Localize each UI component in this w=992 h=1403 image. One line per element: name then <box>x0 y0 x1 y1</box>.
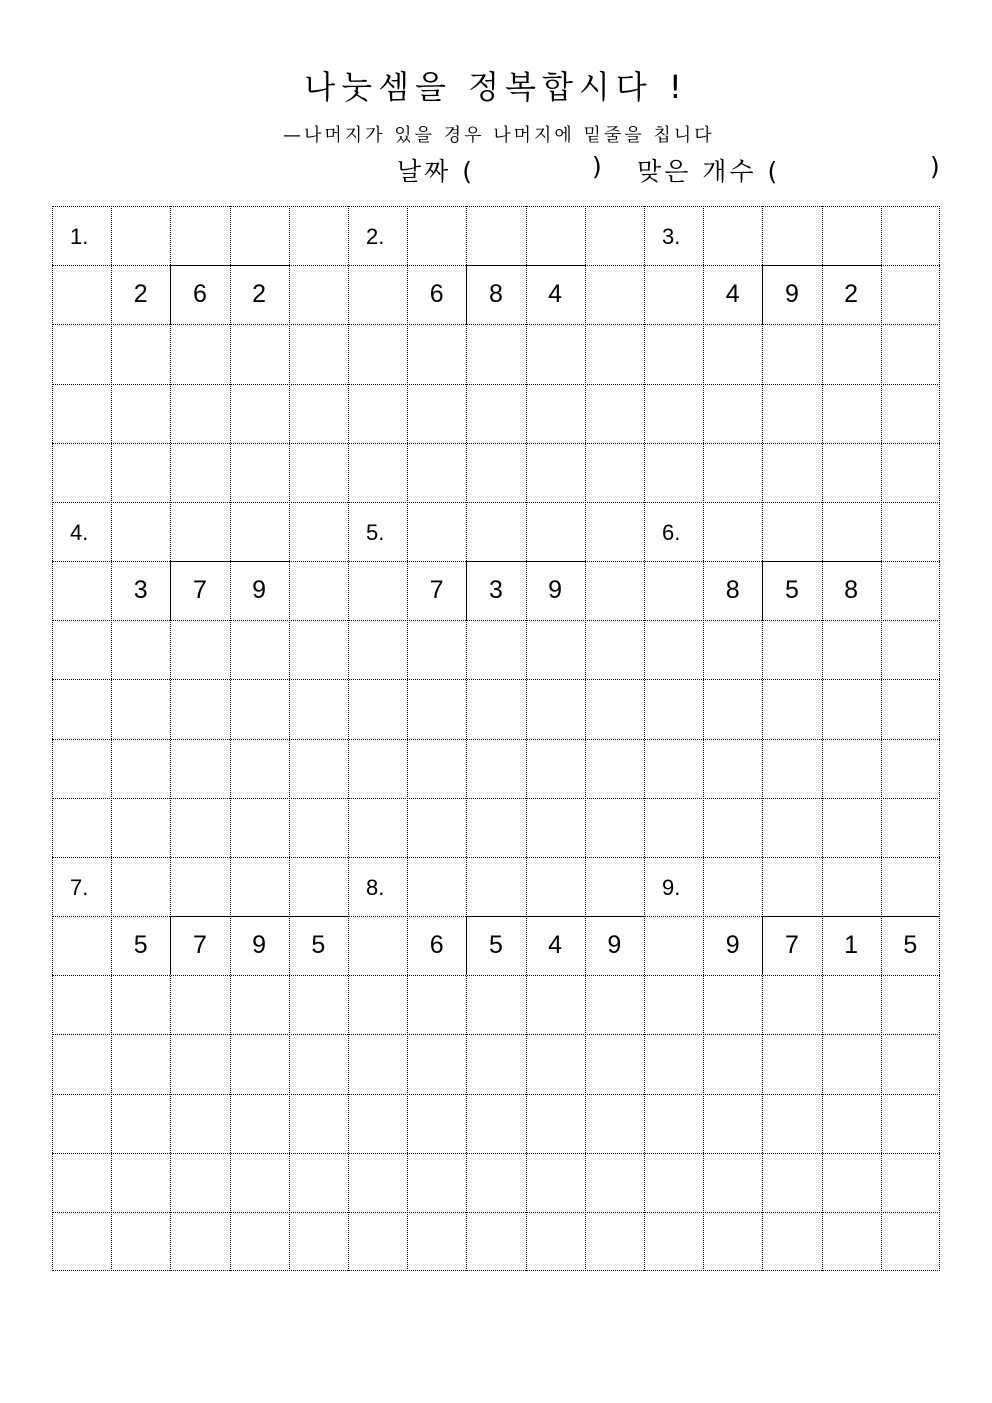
divisor-digit: 3 <box>133 576 148 605</box>
division-bracket-side <box>466 265 467 324</box>
date-close-paren: ) <box>592 152 605 181</box>
divisor-digit: 4 <box>725 280 740 309</box>
grid-row-line <box>52 324 940 325</box>
grid-row-line <box>52 1153 940 1154</box>
dividend-digit: 4 <box>548 931 563 960</box>
dividend-digit: 7 <box>192 576 207 605</box>
division-bracket-top <box>466 561 584 562</box>
division-bracket-top <box>466 265 584 266</box>
dividend-digit: 8 <box>488 280 503 309</box>
problem-number: 5. <box>366 519 385 545</box>
division-bracket-side <box>466 916 467 975</box>
grid-row-line <box>52 384 940 385</box>
problem-number: 6. <box>662 519 681 545</box>
divisor-digit: 7 <box>429 576 444 605</box>
divisor-digit: 6 <box>429 280 444 309</box>
grid-row-line <box>52 798 940 799</box>
grid-row-line <box>52 1094 940 1095</box>
worksheet-title: 나눗셈을 정복합시다 ! <box>304 68 688 106</box>
division-bracket-side <box>762 265 763 324</box>
divisor-digit: 6 <box>429 931 444 960</box>
dividend-digit: 5 <box>903 931 918 960</box>
grid-row-line <box>52 443 940 444</box>
dividend-digit: 5 <box>311 931 326 960</box>
division-bracket-side <box>762 561 763 620</box>
grid-row-line <box>52 620 940 621</box>
dividend-digit: 2 <box>252 280 267 309</box>
dividend-digit: 5 <box>784 576 799 605</box>
dividend-digit: 9 <box>607 931 622 960</box>
dividend-digit: 6 <box>192 280 207 309</box>
division-bracket-side <box>762 916 763 975</box>
dividend-digit: 3 <box>488 576 503 605</box>
division-bracket-top <box>170 561 288 562</box>
dividend-digit: 7 <box>192 931 207 960</box>
dividend-digit: 9 <box>784 280 799 309</box>
division-bracket-top <box>762 916 940 917</box>
dividend-digit: 5 <box>488 931 503 960</box>
division-bracket-top <box>466 916 644 917</box>
divisor-digit: 9 <box>725 931 740 960</box>
instruction-text: —나머지가 있을 경우 나머지에 밑줄을 칩니다 <box>283 125 715 146</box>
divisor-digit: 5 <box>133 931 148 960</box>
division-bracket-top <box>762 561 880 562</box>
problem-number: 4. <box>70 519 89 545</box>
division-bracket-top <box>170 265 288 266</box>
dividend-digit: 4 <box>548 280 563 309</box>
division-bracket-side <box>170 265 171 324</box>
dividend-digit: 7 <box>784 931 799 960</box>
score-close-paren: ) <box>930 152 943 181</box>
division-bracket-side <box>170 561 171 620</box>
dividend-digit: 8 <box>844 576 859 605</box>
score-label: 맞은 개수 ( <box>637 157 781 186</box>
grid-row-line <box>52 857 940 858</box>
problem-number: 9. <box>662 874 681 900</box>
grid-row-line <box>52 679 940 680</box>
problem-number: 3. <box>662 224 681 249</box>
division-bracket-side <box>466 561 467 620</box>
dividend-digit: 1 <box>844 931 859 960</box>
problem-number: 8. <box>366 874 385 900</box>
dividend-digit: 2 <box>844 280 859 309</box>
division-bracket-side <box>170 916 171 975</box>
date-label: 날짜 ( <box>397 157 476 186</box>
divisor-digit: 8 <box>725 576 740 605</box>
divisor-digit: 2 <box>133 280 148 309</box>
dividend-digit: 9 <box>548 576 563 605</box>
grid-row-line <box>52 1212 940 1213</box>
grid-row-line <box>52 739 940 740</box>
division-bracket-top <box>762 265 880 266</box>
division-bracket-top <box>170 916 348 917</box>
problem-number: 7. <box>70 874 89 900</box>
dividend-digit: 9 <box>252 931 267 960</box>
grid-row-line <box>52 975 940 976</box>
grid-row-line <box>52 1034 940 1035</box>
grid-row-line <box>52 502 940 503</box>
problem-number: 2. <box>366 224 385 249</box>
dividend-digit: 9 <box>252 576 267 605</box>
problem-number: 1. <box>70 224 89 249</box>
